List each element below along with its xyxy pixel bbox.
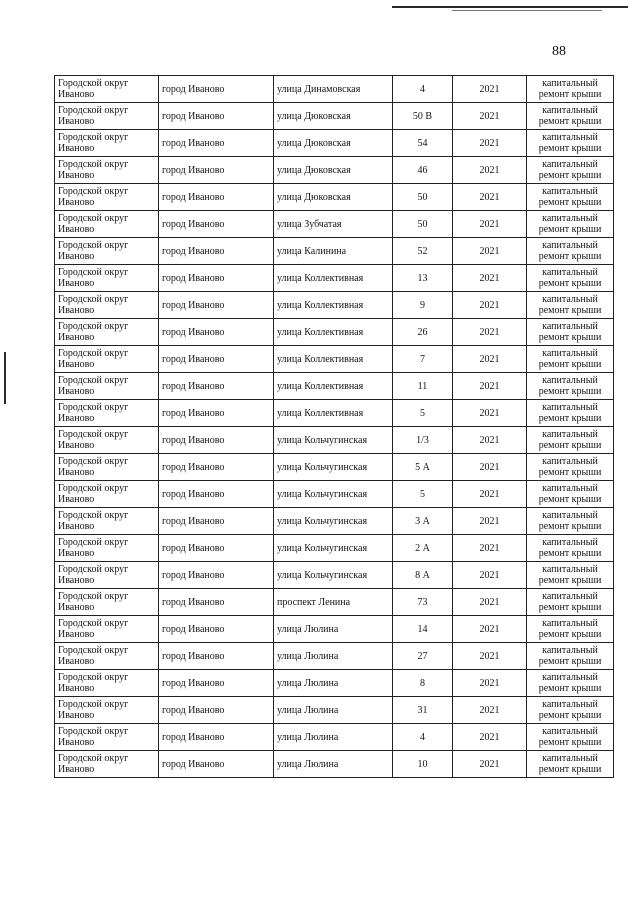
cell-work-type [527, 130, 614, 157]
cell-work-type-line-2: ремонт крыши [538, 413, 602, 424]
cell-street: улица Коллективная [274, 292, 393, 319]
cell-municipal-district-line-2: Иваново [58, 440, 95, 451]
cell-settlement: город Иваново [159, 184, 274, 211]
cell-municipal-district-line-1: Городской округ [58, 132, 129, 143]
cell-street: улица Люлина [274, 616, 393, 643]
cell-house-number: 4 [393, 76, 453, 103]
cell-municipal-district [55, 373, 159, 400]
cell-work-type [527, 535, 614, 562]
cell-work-type [527, 697, 614, 724]
cell-settlement: город Иваново [159, 616, 274, 643]
cell-work-type-line-2: ремонт крыши [538, 683, 602, 694]
cell-year: 2021 [453, 751, 527, 778]
cell-municipal-district [55, 346, 159, 373]
cell-municipal-district-line-1: Городской округ [58, 618, 129, 629]
cell-house-number: 50 [393, 211, 453, 238]
cell-municipal-district-line-1: Городской округ [58, 456, 129, 467]
cell-work-type-line-1: капитальный [542, 753, 598, 764]
cell-work-type [527, 238, 614, 265]
cell-work-type [527, 481, 614, 508]
cell-settlement: город Иваново [159, 265, 274, 292]
cell-settlement: город Иваново [159, 589, 274, 616]
cell-municipal-district-line-2: Иваново [58, 467, 95, 478]
cell-house-number: 5 [393, 481, 453, 508]
cell-year: 2021 [453, 319, 527, 346]
table-row [55, 481, 614, 508]
cell-municipal-district-line-1: Городской округ [58, 294, 129, 305]
table-row [55, 643, 614, 670]
table-row [55, 400, 614, 427]
table-row [55, 535, 614, 562]
cell-municipal-district-line-2: Иваново [58, 602, 95, 613]
cell-work-type-line-2: ремонт крыши [538, 305, 602, 316]
table-row [55, 616, 614, 643]
table-row [55, 292, 614, 319]
cell-work-type [527, 670, 614, 697]
table-row [55, 589, 614, 616]
cell-work-type-line-1: капитальный [542, 483, 598, 494]
table-row [55, 724, 614, 751]
cell-street: улица Кольчугинская [274, 562, 393, 589]
cell-work-type-line-1: капитальный [542, 186, 598, 197]
cell-street: улица Кольчугинская [274, 481, 393, 508]
cell-municipal-district-line-2: Иваново [58, 170, 95, 181]
cell-work-type [527, 319, 614, 346]
cell-settlement: город Иваново [159, 400, 274, 427]
table-row [55, 508, 614, 535]
cell-house-number: 73 [393, 589, 453, 616]
cell-work-type-line-2: ремонт крыши [538, 467, 602, 478]
cell-settlement: город Иваново [159, 130, 274, 157]
cell-street: улица Дюковская [274, 157, 393, 184]
cell-work-type [527, 373, 614, 400]
cell-street: улица Люлина [274, 670, 393, 697]
cell-municipal-district [55, 643, 159, 670]
table-row [55, 238, 614, 265]
cell-municipal-district-line-1: Городской округ [58, 726, 129, 737]
cell-street: улица Коллективная [274, 400, 393, 427]
cell-work-type [527, 265, 614, 292]
cell-year: 2021 [453, 589, 527, 616]
cell-work-type-line-2: ремонт крыши [538, 629, 602, 640]
cell-street: проспект Ленина [274, 589, 393, 616]
cell-municipal-district-line-1: Городской округ [58, 105, 129, 116]
cell-work-type [527, 751, 614, 778]
cell-work-type-line-2: ремонт крыши [538, 278, 602, 289]
cell-municipal-district-line-2: Иваново [58, 332, 95, 343]
cell-work-type [527, 508, 614, 535]
cell-year: 2021 [453, 238, 527, 265]
cell-street: улица Люлина [274, 751, 393, 778]
table-row [55, 157, 614, 184]
table-row [55, 562, 614, 589]
cell-municipal-district [55, 670, 159, 697]
cell-work-type-line-2: ремонт крыши [538, 548, 602, 559]
cell-work-type-line-2: ремонт крыши [538, 440, 602, 451]
cell-house-number: 11 [393, 373, 453, 400]
cell-house-number: 5 А [393, 454, 453, 481]
cell-house-number: 46 [393, 157, 453, 184]
cell-house-number: 8 [393, 670, 453, 697]
cell-municipal-district [55, 292, 159, 319]
cell-municipal-district-line-2: Иваново [58, 764, 95, 775]
cell-house-number: 13 [393, 265, 453, 292]
cell-municipal-district [55, 454, 159, 481]
cell-year: 2021 [453, 265, 527, 292]
cell-year: 2021 [453, 184, 527, 211]
cell-municipal-district [55, 157, 159, 184]
cell-municipal-district-line-1: Городской округ [58, 483, 129, 494]
cell-settlement: город Иваново [159, 697, 274, 724]
cell-house-number: 2 А [393, 535, 453, 562]
cell-work-type [527, 346, 614, 373]
cell-settlement: город Иваново [159, 346, 274, 373]
cell-year: 2021 [453, 508, 527, 535]
table-row [55, 265, 614, 292]
cell-work-type [527, 184, 614, 211]
cell-work-type-line-1: капитальный [542, 564, 598, 575]
cell-municipal-district [55, 589, 159, 616]
cell-year: 2021 [453, 481, 527, 508]
page-number: 88 [552, 44, 566, 59]
cell-work-type-line-2: ремонт крыши [538, 386, 602, 397]
cell-municipal-district-line-1: Городской округ [58, 240, 129, 251]
cell-house-number: 26 [393, 319, 453, 346]
cell-work-type-line-1: капитальный [542, 240, 598, 251]
cell-house-number: 3 А [393, 508, 453, 535]
cell-municipal-district-line-2: Иваново [58, 224, 95, 235]
cell-municipal-district-line-2: Иваново [58, 521, 95, 532]
cell-work-type-line-1: капитальный [542, 213, 598, 224]
cell-street: улица Калинина [274, 238, 393, 265]
cell-municipal-district [55, 751, 159, 778]
table-row [55, 130, 614, 157]
cell-work-type-line-1: капитальный [542, 645, 598, 656]
cell-house-number: 14 [393, 616, 453, 643]
cell-street: улица Люлина [274, 724, 393, 751]
table-row [55, 103, 614, 130]
cell-work-type-line-2: ремонт крыши [538, 521, 602, 532]
cell-municipal-district-line-2: Иваново [58, 710, 95, 721]
cell-work-type [527, 724, 614, 751]
scan-artifact-top-line [392, 6, 628, 8]
cell-municipal-district [55, 697, 159, 724]
cell-settlement: город Иваново [159, 238, 274, 265]
cell-work-type [527, 454, 614, 481]
cell-work-type [527, 589, 614, 616]
cell-year: 2021 [453, 616, 527, 643]
cell-settlement: город Иваново [159, 751, 274, 778]
table-row [55, 670, 614, 697]
cell-street: улица Зубчатая [274, 211, 393, 238]
cell-work-type-line-1: капитальный [542, 726, 598, 737]
cell-work-type-line-1: капитальный [542, 267, 598, 278]
cell-work-type-line-2: ремонт крыши [538, 170, 602, 181]
cell-street: улица Коллективная [274, 373, 393, 400]
cell-settlement: город Иваново [159, 76, 274, 103]
cell-municipal-district-line-1: Городской округ [58, 699, 129, 710]
cell-work-type [527, 400, 614, 427]
cell-municipal-district-line-2: Иваново [58, 413, 95, 424]
cell-house-number: 4 [393, 724, 453, 751]
cell-work-type-line-1: капитальный [542, 699, 598, 710]
table-row [55, 751, 614, 778]
cell-settlement: город Иваново [159, 643, 274, 670]
cell-year: 2021 [453, 76, 527, 103]
table-row [55, 346, 614, 373]
cell-municipal-district-line-2: Иваново [58, 197, 95, 208]
cell-municipal-district-line-1: Городской округ [58, 537, 129, 548]
cell-street: улица Коллективная [274, 319, 393, 346]
cell-work-type-line-2: ремонт крыши [538, 710, 602, 721]
cell-street: улица Динамовская [274, 76, 393, 103]
cell-settlement: город Иваново [159, 157, 274, 184]
cell-municipal-district-line-1: Городской округ [58, 753, 129, 764]
cell-street: улица Кольчугинская [274, 508, 393, 535]
table-row [55, 211, 614, 238]
cell-street: улица Коллективная [274, 346, 393, 373]
cell-work-type [527, 427, 614, 454]
cell-municipal-district-line-2: Иваново [58, 656, 95, 667]
cell-year: 2021 [453, 103, 527, 130]
scan-artifact-top-thin-line [452, 10, 602, 11]
cell-work-type-line-1: капитальный [542, 105, 598, 116]
cell-municipal-district-line-1: Городской округ [58, 213, 129, 224]
cell-year: 2021 [453, 643, 527, 670]
registry-table-body [55, 76, 614, 778]
cell-work-type-line-2: ремонт крыши [538, 197, 602, 208]
table-row [55, 373, 614, 400]
cell-work-type-line-2: ремонт крыши [538, 575, 602, 586]
cell-work-type-line-2: ремонт крыши [538, 602, 602, 613]
cell-settlement: город Иваново [159, 562, 274, 589]
cell-work-type-line-2: ремонт крыши [538, 143, 602, 154]
cell-street: улица Дюковская [274, 184, 393, 211]
cell-year: 2021 [453, 427, 527, 454]
cell-settlement: город Иваново [159, 103, 274, 130]
scan-artifact-left-mark [4, 352, 6, 404]
cell-municipal-district [55, 265, 159, 292]
cell-municipal-district-line-1: Городской округ [58, 402, 129, 413]
cell-work-type-line-1: капитальный [542, 429, 598, 440]
cell-year: 2021 [453, 454, 527, 481]
table-row [55, 427, 614, 454]
cell-municipal-district-line-2: Иваново [58, 143, 95, 154]
cell-municipal-district-line-1: Городской округ [58, 159, 129, 170]
cell-work-type [527, 76, 614, 103]
cell-house-number: 50 [393, 184, 453, 211]
cell-work-type-line-1: капитальный [542, 375, 598, 386]
cell-house-number: 10 [393, 751, 453, 778]
cell-municipal-district-line-2: Иваново [58, 548, 95, 559]
cell-work-type-line-2: ремонт крыши [538, 332, 602, 343]
cell-municipal-district [55, 535, 159, 562]
cell-municipal-district [55, 508, 159, 535]
cell-work-type-line-1: капитальный [542, 402, 598, 413]
cell-municipal-district-line-1: Городской округ [58, 510, 129, 521]
cell-work-type-line-1: капитальный [542, 321, 598, 332]
cell-house-number: 27 [393, 643, 453, 670]
cell-street: улица Кольчугинская [274, 454, 393, 481]
cell-municipal-district [55, 400, 159, 427]
cell-work-type-line-1: капитальный [542, 348, 598, 359]
cell-work-type-line-2: ремонт крыши [538, 494, 602, 505]
cell-work-type-line-1: капитальный [542, 159, 598, 170]
cell-municipal-district-line-1: Городской округ [58, 564, 129, 575]
cell-settlement: город Иваново [159, 670, 274, 697]
table-row [55, 76, 614, 103]
cell-house-number: 8 А [393, 562, 453, 589]
cell-settlement: город Иваново [159, 535, 274, 562]
cell-settlement: город Иваново [159, 292, 274, 319]
cell-municipal-district-line-1: Городской округ [58, 321, 129, 332]
cell-municipal-district-line-2: Иваново [58, 251, 95, 262]
table-row [55, 319, 614, 346]
cell-municipal-district-line-2: Иваново [58, 494, 95, 505]
table-row [55, 697, 614, 724]
cell-municipal-district [55, 427, 159, 454]
cell-settlement: город Иваново [159, 454, 274, 481]
cell-house-number: 31 [393, 697, 453, 724]
cell-municipal-district-line-2: Иваново [58, 575, 95, 586]
cell-year: 2021 [453, 670, 527, 697]
cell-municipal-district-line-2: Иваново [58, 359, 95, 370]
cell-municipal-district [55, 130, 159, 157]
cell-settlement: город Иваново [159, 481, 274, 508]
cell-municipal-district [55, 481, 159, 508]
cell-street: улица Люлина [274, 643, 393, 670]
cell-municipal-district [55, 724, 159, 751]
cell-municipal-district-line-1: Городской округ [58, 429, 129, 440]
cell-house-number: 52 [393, 238, 453, 265]
cell-municipal-district-line-2: Иваново [58, 278, 95, 289]
cell-year: 2021 [453, 346, 527, 373]
cell-municipal-district [55, 319, 159, 346]
cell-house-number: 54 [393, 130, 453, 157]
cell-street: улица Дюковская [274, 103, 393, 130]
cell-year: 2021 [453, 724, 527, 751]
cell-work-type-line-2: ремонт крыши [538, 737, 602, 748]
registry-table [54, 75, 614, 778]
cell-municipal-district-line-2: Иваново [58, 386, 95, 397]
cell-municipal-district [55, 616, 159, 643]
cell-year: 2021 [453, 400, 527, 427]
cell-work-type-line-2: ремонт крыши [538, 359, 602, 370]
cell-work-type [527, 643, 614, 670]
cell-municipal-district-line-1: Городской округ [58, 645, 129, 656]
cell-settlement: город Иваново [159, 508, 274, 535]
cell-work-type [527, 103, 614, 130]
cell-house-number: 5 [393, 400, 453, 427]
cell-work-type [527, 616, 614, 643]
cell-settlement: город Иваново [159, 211, 274, 238]
cell-municipal-district [55, 238, 159, 265]
cell-year: 2021 [453, 373, 527, 400]
cell-municipal-district-line-2: Иваново [58, 737, 95, 748]
cell-settlement: город Иваново [159, 427, 274, 454]
cell-municipal-district-line-2: Иваново [58, 89, 95, 100]
cell-year: 2021 [453, 535, 527, 562]
cell-municipal-district [55, 103, 159, 130]
cell-street: улица Кольчугинская [274, 535, 393, 562]
cell-work-type-line-2: ремонт крыши [538, 224, 602, 235]
cell-municipal-district [55, 211, 159, 238]
cell-year: 2021 [453, 157, 527, 184]
cell-municipal-district [55, 562, 159, 589]
cell-municipal-district-line-2: Иваново [58, 683, 95, 694]
cell-settlement: город Иваново [159, 373, 274, 400]
cell-work-type-line-1: капитальный [542, 294, 598, 305]
cell-work-type-line-1: капитальный [542, 537, 598, 548]
cell-work-type-line-1: капитальный [542, 132, 598, 143]
cell-work-type [527, 562, 614, 589]
cell-year: 2021 [453, 130, 527, 157]
cell-street: улица Дюковская [274, 130, 393, 157]
cell-year: 2021 [453, 211, 527, 238]
table-row [55, 184, 614, 211]
cell-municipal-district-line-1: Городской округ [58, 78, 129, 89]
cell-work-type-line-1: капитальный [542, 591, 598, 602]
cell-work-type-line-2: ремонт крыши [538, 656, 602, 667]
cell-work-type-line-2: ремонт крыши [538, 116, 602, 127]
cell-work-type-line-1: капитальный [542, 78, 598, 89]
cell-work-type-line-2: ремонт крыши [538, 764, 602, 775]
cell-house-number: 7 [393, 346, 453, 373]
table-row [55, 454, 614, 481]
cell-work-type [527, 211, 614, 238]
cell-settlement: город Иваново [159, 319, 274, 346]
cell-work-type-line-1: капитальный [542, 510, 598, 521]
cell-work-type-line-1: капитальный [542, 672, 598, 683]
cell-year: 2021 [453, 562, 527, 589]
cell-street: улица Люлина [274, 697, 393, 724]
cell-house-number: 9 [393, 292, 453, 319]
cell-work-type [527, 157, 614, 184]
cell-municipal-district [55, 184, 159, 211]
cell-work-type-line-2: ремонт крыши [538, 251, 602, 262]
cell-municipal-district-line-1: Городской округ [58, 672, 129, 683]
cell-house-number: 50 В [393, 103, 453, 130]
cell-work-type-line-2: ремонт крыши [538, 89, 602, 100]
cell-municipal-district-line-2: Иваново [58, 629, 95, 640]
cell-street: улица Кольчугинская [274, 427, 393, 454]
cell-municipal-district-line-1: Городской округ [58, 186, 129, 197]
cell-year: 2021 [453, 697, 527, 724]
cell-settlement: город Иваново [159, 724, 274, 751]
cell-municipal-district-line-1: Городской округ [58, 375, 129, 386]
cell-work-type-line-1: капитальный [542, 618, 598, 629]
cell-house-number: 1/3 [393, 427, 453, 454]
cell-work-type [527, 292, 614, 319]
cell-municipal-district-line-2: Иваново [58, 116, 95, 127]
cell-municipal-district-line-2: Иваново [58, 305, 95, 316]
cell-work-type-line-1: капитальный [542, 456, 598, 467]
cell-municipal-district-line-1: Городской округ [58, 591, 129, 602]
cell-municipal-district [55, 76, 159, 103]
cell-municipal-district-line-1: Городской округ [58, 267, 129, 278]
cell-street: улица Коллективная [274, 265, 393, 292]
cell-municipal-district-line-1: Городской округ [58, 348, 129, 359]
cell-year: 2021 [453, 292, 527, 319]
